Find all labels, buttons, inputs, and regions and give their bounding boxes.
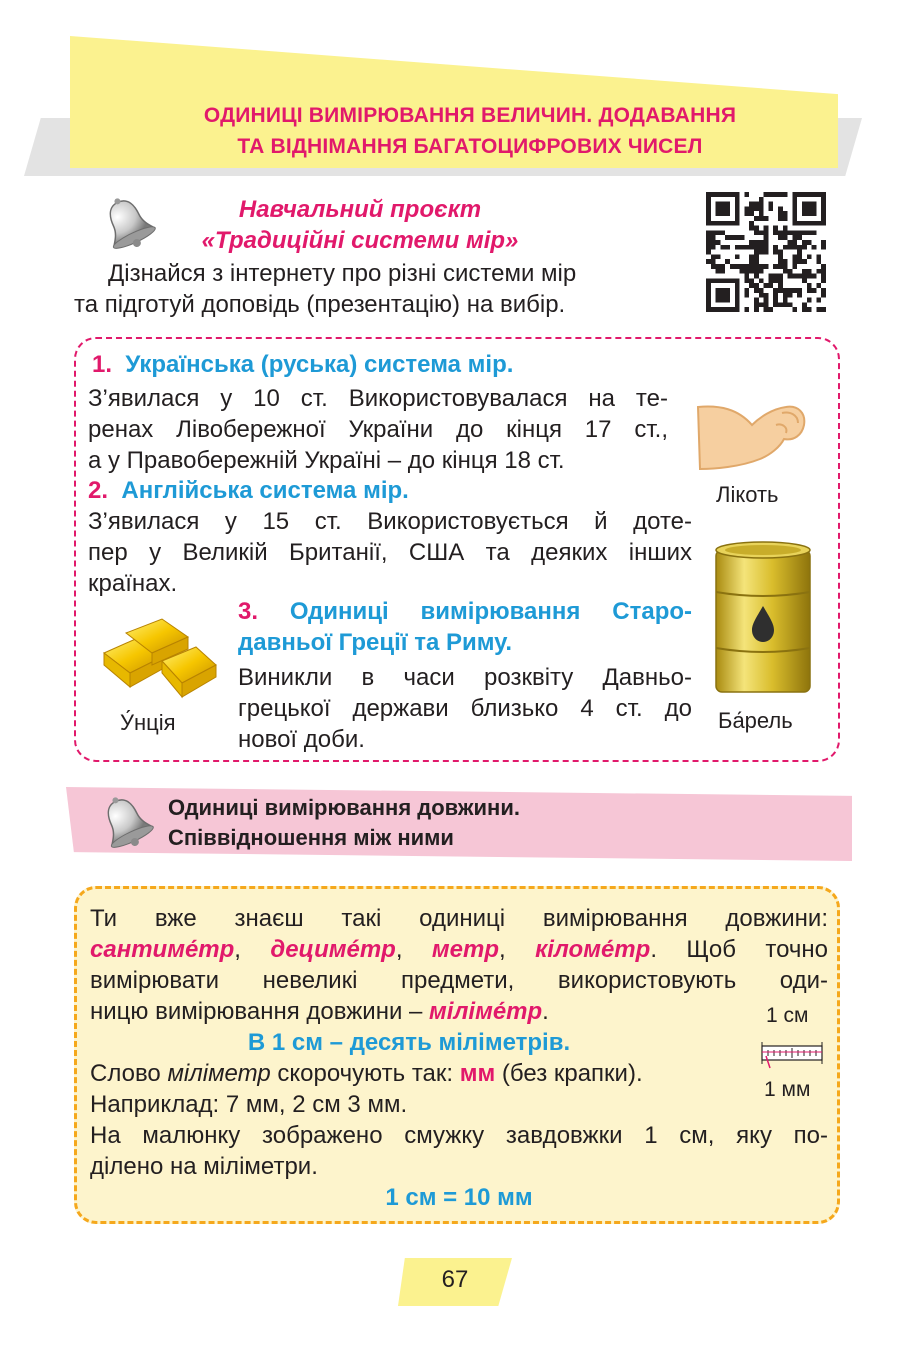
length-section-title-line2: Співвідношення між ними xyxy=(168,825,454,850)
length-section-title-line1: Одиниці вимірювання довжини. xyxy=(168,795,520,820)
length-line6 xyxy=(90,1058,828,1089)
project-text-line1: Дізнайся з інтернету про різні системи мір xyxy=(108,260,577,287)
word-meter: метр xyxy=(431,936,500,963)
page-title-line1: ОДИНИЦІ ВИМІРЮВАННЯ ВЕЛИЧИН. ДОДАВАННЯ xyxy=(203,104,737,127)
separator: , xyxy=(234,936,271,963)
length-section-title xyxy=(168,793,520,853)
project-name: «Традиційні системи мір» xyxy=(201,227,519,254)
page-number: 67 xyxy=(441,1266,469,1293)
project-text-line2: та підготуй доповідь (презентацію) на вибір. xyxy=(74,291,566,318)
ruler-label-cm: 1 см xyxy=(766,1004,809,1027)
system1-line3: а у Правобережній Україні – до кінця 18 ст. xyxy=(88,447,565,474)
word-kilometer: кіломе́тр xyxy=(535,936,651,963)
elbow-illustration xyxy=(690,395,810,475)
project-label: Навчальний проєкт xyxy=(238,196,482,223)
word-millimeter: міліме́тр xyxy=(429,998,543,1025)
ruler-strip xyxy=(760,1040,824,1070)
caption-barrel: Ба́рель xyxy=(718,708,793,733)
bell-icon xyxy=(98,793,154,853)
system2-heading xyxy=(88,476,409,506)
length-line8: На малюнку зображено смужку завдовжки 1 см, яку по- xyxy=(90,1122,828,1149)
length-line6-a: Слово xyxy=(90,1060,168,1087)
project-heading xyxy=(150,194,570,256)
length-line4-tail: . xyxy=(542,998,549,1025)
length-line2-tail: . Щоб точно xyxy=(650,936,829,963)
ruler-label-mm: 1 мм xyxy=(764,1078,811,1101)
rule-equation: 1 см = 10 мм xyxy=(385,1184,533,1211)
caption-elbow: Лікоть xyxy=(716,482,779,507)
length-info-text xyxy=(90,903,828,1213)
system3-number: 3. xyxy=(238,598,259,625)
system1-heading xyxy=(92,350,513,380)
length-line6-b: скорочують так: xyxy=(270,1060,460,1087)
caption-ounce: У́нція xyxy=(120,710,176,735)
bell-icon xyxy=(100,194,156,254)
length-line4-head: ницю вимірювання довжини – xyxy=(90,998,430,1025)
length-line1: Ти вже знаєш такі одиниці вимірювання довжини: xyxy=(90,905,828,932)
system2-title: Англійська система мір. xyxy=(121,477,409,504)
length-line7: Наприклад: 7 мм, 2 см 3 мм. xyxy=(90,1091,408,1118)
system1-title: Українська (руська) система мір. xyxy=(125,351,514,378)
qr-code[interactable] xyxy=(705,192,827,312)
project-text xyxy=(74,258,674,320)
system1-line2: ренах Лівобережної України до кінця 17 ст., xyxy=(88,416,668,443)
length-line6-c: (без крапки). xyxy=(495,1060,643,1087)
gold-bars-illustration xyxy=(100,615,218,705)
system3-text xyxy=(238,662,692,755)
rule-cm-mm: В 1 см – десять міліметрів. xyxy=(247,1029,571,1056)
system3-title-line2: давньої Греції та Риму. xyxy=(238,629,513,656)
system3-heading xyxy=(238,596,692,658)
system1-line1: З’явилася у 10 ст. Використовувалася на те- xyxy=(88,385,668,412)
system2-number: 2. xyxy=(88,477,109,504)
system2-line1: З’явилася у 15 ст. Використовується й доте- xyxy=(88,508,692,535)
length-line3: вимірювати невеликі предмети, використовують оди- xyxy=(90,967,828,994)
separator: , xyxy=(499,936,536,963)
length-line9: ділено на міліметри. xyxy=(90,1153,318,1180)
length-line2 xyxy=(90,934,828,965)
system2-line3: країнах. xyxy=(88,570,178,597)
system2-line2: пер у Великій Британії, США та деяких інших xyxy=(88,539,692,566)
word-decimeter: децимéтр xyxy=(270,936,396,963)
word-centimeter: сантиме́тр xyxy=(90,936,235,963)
barrel-illustration xyxy=(712,540,814,700)
word-millimeter-italic: міліметр xyxy=(167,1060,271,1087)
system1-number: 1. xyxy=(92,351,113,378)
page-title-line2: ТА ВІДНІМАННЯ БАГАТОЦИФРОВИХ ЧИСЕЛ xyxy=(237,135,703,158)
system3-line3: нової доби. xyxy=(238,726,365,753)
abbr-mm: мм xyxy=(459,1060,496,1087)
system3-line1: Виникли в часи розквіту Давньо- xyxy=(238,664,692,691)
separator: , xyxy=(395,936,432,963)
system2-text xyxy=(88,506,692,599)
length-line4 xyxy=(90,996,828,1027)
system3-title-line1: Одиниці вимірювання Старо- xyxy=(289,598,693,625)
system1-text xyxy=(88,383,668,476)
system3-line2: грецької держави близько 4 ст. до xyxy=(238,695,692,722)
page-title xyxy=(90,100,850,162)
